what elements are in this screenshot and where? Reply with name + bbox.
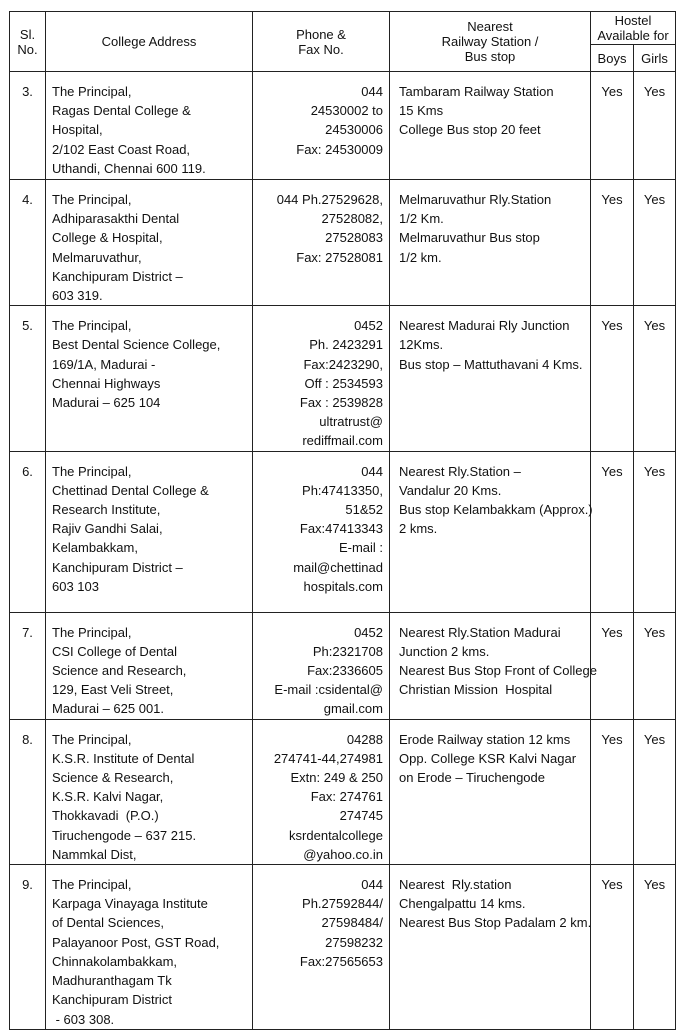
address-line: Tiruchengode – 637 215. xyxy=(52,827,197,843)
hostel-boys: Yes xyxy=(591,719,634,864)
phone-line: Fax:2336605 xyxy=(307,663,383,679)
phone-line: Extn: 249 & 250 xyxy=(290,770,383,786)
phone-line: @yahoo.co.in xyxy=(303,846,383,862)
phone-line: 27598484/ xyxy=(321,915,383,931)
phone-fax xyxy=(253,451,390,612)
header-sl-line: Sl. xyxy=(19,26,36,42)
phone-line: Off : 2534593 xyxy=(304,375,383,391)
phone-line: 0452 xyxy=(354,624,383,640)
station-line: Bus stop Kelambakkam (Approx.) xyxy=(399,502,593,518)
table-row xyxy=(10,719,676,864)
phone-fax xyxy=(253,612,390,719)
station-line: Nearest Rly.Station – xyxy=(399,463,521,479)
address-line: Science and Research, xyxy=(52,663,187,679)
serial-number: 5. xyxy=(10,306,46,451)
station-line: 1/2 km. xyxy=(399,249,442,265)
phone-line: gmail.com xyxy=(323,701,383,717)
station-line: Melmaruvathur Bus stop xyxy=(399,230,540,246)
header-phone-fax xyxy=(253,12,390,72)
hostel-girls: Yes xyxy=(634,719,676,864)
header-hostel-line: Available for xyxy=(597,28,669,43)
address-line: CSI College of Dental xyxy=(52,643,178,659)
address-line: Nammkal Dist, xyxy=(52,846,137,862)
phone-line: E-mail :csidental@ xyxy=(274,682,383,698)
station-line: Nearest Bus Stop Front of College xyxy=(399,663,597,679)
table-row xyxy=(10,72,676,180)
college-address xyxy=(46,180,253,306)
address-line: K.S.R. Institute of Dental xyxy=(52,750,195,766)
phone-fax xyxy=(253,865,390,1030)
header-hostel xyxy=(591,12,676,45)
station-line: College Bus stop 20 feet xyxy=(399,122,541,138)
phone-line: rediffmail.com xyxy=(302,433,383,449)
address-line: Rajiv Gandhi Salai, xyxy=(52,521,163,537)
hostel-boys: Yes xyxy=(591,865,634,1030)
header-railway-station xyxy=(390,12,591,72)
hostel-girls: Yes xyxy=(634,306,676,451)
address-line: 603 103 xyxy=(52,578,99,594)
address-line: The Principal, xyxy=(52,84,132,99)
station-line: Melmaruvathur Rly.Station xyxy=(399,192,552,207)
phone-line: Fax:27565653 xyxy=(299,953,383,969)
hostel-girls: Yes xyxy=(634,865,676,1030)
station-line: Bus stop – Mattuthavani 4 Kms. xyxy=(399,356,583,372)
phone-line: Ph:47413350, xyxy=(302,482,383,498)
address-line: Best Dental Science College, xyxy=(52,337,221,353)
nearest-station xyxy=(390,451,591,612)
station-line: 12Kms. xyxy=(399,337,444,353)
college-address xyxy=(46,719,253,864)
nearest-station xyxy=(390,865,591,1030)
serial-number: 7. xyxy=(10,612,46,719)
nearest-station xyxy=(390,306,591,451)
phone-line: Ph:2321708 xyxy=(312,643,383,659)
header-sl-line: No. xyxy=(17,41,38,57)
header-address-text: College Address xyxy=(101,34,197,49)
hostel-boys: Yes xyxy=(591,306,634,451)
address-line: Palayanoor Post, GST Road, xyxy=(52,934,220,950)
station-line: Erode Railway station 12 kms xyxy=(399,731,571,747)
table-row xyxy=(10,180,676,306)
station-line: Nearest Rly.Station Madurai xyxy=(399,624,561,640)
phone-line: 24530002 to xyxy=(310,103,383,119)
phone-line: 044 xyxy=(361,463,383,479)
address-line: Madurai – 625 001. xyxy=(52,701,165,717)
serial-number: 4. xyxy=(10,180,46,306)
phone-line: 27598232 xyxy=(325,934,383,950)
table-row xyxy=(10,451,676,612)
table-row xyxy=(10,306,676,451)
phone-line: Fax: 24530009 xyxy=(296,141,383,157)
phone-fax xyxy=(253,180,390,306)
hostel-girls: Yes xyxy=(634,612,676,719)
address-line: The Principal, xyxy=(52,877,132,893)
address-line: Research Institute, xyxy=(52,502,161,518)
address-line: The Principal, xyxy=(52,624,132,640)
header-phone-line: Fax No. xyxy=(298,41,344,57)
address-line: Kanchipuram District – xyxy=(52,268,183,284)
phone-line: 51&52 xyxy=(345,502,383,518)
phone-line: Fax:47413343 xyxy=(299,521,383,537)
address-line: The Principal, xyxy=(52,318,132,334)
phone-line: 04288 xyxy=(346,731,383,747)
address-line: 169/1A, Madurai - xyxy=(52,356,156,372)
hostel-boys: Yes xyxy=(591,612,634,719)
nearest-station xyxy=(390,72,591,180)
address-line: K.S.R. Kalvi Nagar, xyxy=(52,789,164,805)
phone-line: Ph.27592844/ xyxy=(302,896,383,912)
phone-fax xyxy=(253,719,390,864)
header-hostel-line: Hostel xyxy=(614,13,652,28)
phone-line: 27528083 xyxy=(325,230,383,246)
phone-line: ultratrust@ xyxy=(319,414,383,430)
station-line: 15 Kms xyxy=(399,103,444,119)
phone-line: 044 xyxy=(361,84,383,99)
header-station-line: Bus stop xyxy=(464,49,516,64)
address-line: 129, East Veli Street, xyxy=(52,682,174,698)
address-line: Thokkavadi (P.O.) xyxy=(52,808,159,824)
address-line: of Dental Sciences, xyxy=(52,915,165,931)
address-line: The Principal, xyxy=(52,192,132,207)
address-line: Science & Research, xyxy=(52,770,174,786)
address-line: 603 319. xyxy=(52,288,103,304)
college-address xyxy=(46,72,253,180)
phone-line: Fax : 2539828 xyxy=(299,395,383,411)
station-line: Nearest Bus Stop Padalam 2 km. xyxy=(399,915,592,931)
header-boys: Boys xyxy=(591,45,634,72)
address-line: College & Hospital, xyxy=(52,230,163,246)
address-line: Melmaruvathur, xyxy=(52,249,142,265)
phone-line: mail@chettinad xyxy=(293,559,383,575)
address-line: Chinnakolambakkam, xyxy=(52,953,178,969)
phone-line: E-mail : xyxy=(338,540,383,556)
phone-line: Ph. 2423291 xyxy=(309,337,383,353)
phone-line: 0452 xyxy=(354,318,383,334)
station-line: 2 kms. xyxy=(399,521,438,537)
phone-fax xyxy=(253,72,390,180)
address-line: - 603 308. xyxy=(52,1011,115,1027)
hostel-girls: Yes xyxy=(634,451,676,612)
header-sl-no xyxy=(10,12,46,72)
address-line: Madhuranthagam Tk xyxy=(52,973,172,989)
phone-line: 044 Ph.27529628, xyxy=(276,192,383,207)
phone-line: 27528082, xyxy=(321,211,383,227)
phone-line: ksrdentalcollege xyxy=(289,827,383,843)
phone-line: 044 xyxy=(361,877,383,893)
phone-fax xyxy=(253,306,390,451)
table-row xyxy=(10,865,676,1030)
station-line: 1/2 Km. xyxy=(399,211,444,227)
address-line: The Principal, xyxy=(52,731,132,747)
header-phone-line: Phone & xyxy=(296,26,346,42)
station-line: Opp. College KSR Kalvi Nagar xyxy=(399,750,577,766)
hostel-girls: Yes xyxy=(634,180,676,306)
nearest-station xyxy=(390,612,597,719)
address-line: Kanchipuram District – xyxy=(52,559,183,575)
station-line: Tambaram Railway Station xyxy=(399,84,554,99)
college-address xyxy=(46,612,253,719)
college-address xyxy=(46,865,253,1030)
hostel-girls: Yes xyxy=(634,72,676,180)
header-college-address xyxy=(46,12,253,72)
serial-number: 6. xyxy=(10,451,46,612)
phone-line: 24530006 xyxy=(325,122,383,138)
address-line: Karpaga Vinayaga Institute xyxy=(52,896,208,912)
header-station-line: Railway Station / xyxy=(441,34,539,49)
table-row xyxy=(10,612,676,719)
address-line: The Principal, xyxy=(52,463,132,479)
nearest-station xyxy=(390,180,591,306)
address-line: Chettinad Dental College & xyxy=(52,482,209,498)
colleges-table xyxy=(9,11,676,1030)
address-line: Kelambakkam, xyxy=(52,540,138,556)
phone-line: Fax:2423290, xyxy=(303,356,383,372)
station-line: Junction 2 kms. xyxy=(399,643,490,659)
address-line: Chennai Highways xyxy=(52,375,161,391)
serial-number: 3. xyxy=(10,72,46,180)
nearest-station xyxy=(390,719,591,864)
address-line: Kanchipuram District xyxy=(52,992,172,1008)
phone-line: hospitals.com xyxy=(303,578,383,594)
station-line: Nearest Rly.station xyxy=(399,877,512,893)
station-line: Vandalur 20 Kms. xyxy=(399,482,502,498)
station-line: Chengalpattu 14 kms. xyxy=(399,896,526,912)
phone-line: 274741-44,274981 xyxy=(273,750,383,766)
address-line: Ragas Dental College & xyxy=(52,103,191,119)
phone-line: 274745 xyxy=(339,808,383,824)
college-address xyxy=(46,306,253,451)
serial-number: 8. xyxy=(10,719,46,864)
phone-line: Fax: 27528081 xyxy=(296,249,383,265)
hostel-boys: Yes xyxy=(591,180,634,306)
address-line: Madurai – 625 104 xyxy=(52,395,161,411)
station-line: on Erode – Tiruchengode xyxy=(399,770,545,786)
address-line: Adhiparasakthi Dental xyxy=(52,211,180,227)
station-line: Nearest Madurai Rly Junction xyxy=(399,318,570,334)
header-girls: Girls xyxy=(634,45,676,72)
college-address xyxy=(46,451,253,612)
phone-line: Fax: 274761 xyxy=(310,789,383,805)
address-line: Hospital, xyxy=(52,122,103,138)
hostel-boys: Yes xyxy=(591,72,634,180)
address-line: Uthandi, Chennai 600 119. xyxy=(52,160,206,176)
serial-number: 9. xyxy=(10,865,46,1030)
hostel-boys: Yes xyxy=(591,451,634,612)
header-station-line: Nearest xyxy=(467,19,513,34)
address-line: 2/102 East Coast Road, xyxy=(52,141,191,157)
station-line: Christian Mission Hospital xyxy=(399,682,553,698)
